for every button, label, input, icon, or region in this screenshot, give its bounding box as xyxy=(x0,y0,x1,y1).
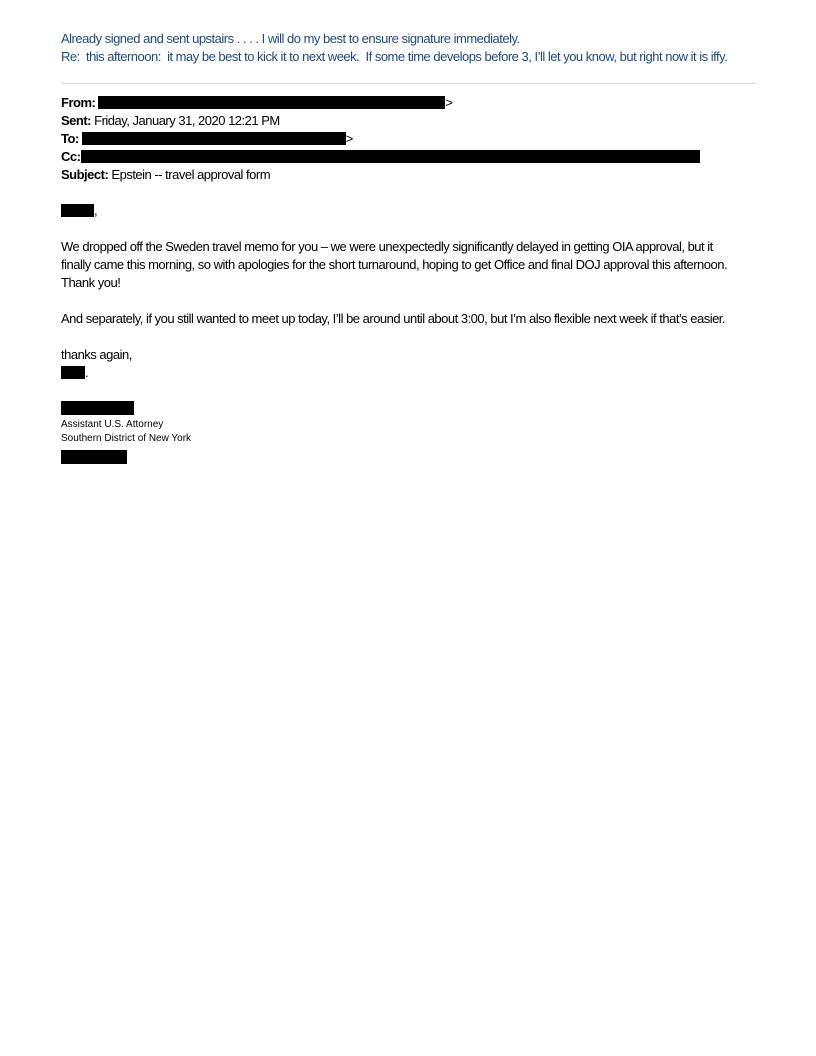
closing-line: thanks again, xyxy=(61,347,132,362)
subject-label: Subject: xyxy=(61,167,109,182)
header-sent-row xyxy=(61,112,745,130)
salutation-comma: , xyxy=(94,203,98,218)
reply-note-line-1: Already signed and sent upstairs . . . . I will do my best to ensure signature immediately. xyxy=(61,31,520,46)
header-from-row xyxy=(61,94,745,112)
to-angle-bracket: > xyxy=(345,131,353,146)
signature-name-redaction-bar xyxy=(61,401,134,415)
to-redaction-bar xyxy=(82,132,346,145)
closing-period: . xyxy=(85,365,89,380)
email-header-block xyxy=(61,94,745,184)
sent-label: Sent: xyxy=(61,113,91,128)
sent-value: Friday, January 31, 2020 12:21 PM xyxy=(94,113,280,128)
salutation-row xyxy=(61,202,745,220)
cc-label: Cc: xyxy=(61,149,81,164)
subject-value: Epstein -- travel approval form xyxy=(111,167,271,182)
signature-title: Assistant U.S. Attorney xyxy=(61,419,164,430)
cc-redaction-bar xyxy=(81,150,700,163)
reply-note-line-2: Re: this afternoon: it may be best to kick it to next week. If some time develops before 3, I’ll let you know, but right now it is iffy. xyxy=(61,49,728,64)
header-cc-row xyxy=(61,148,745,166)
header-divider xyxy=(61,83,756,84)
from-label: From: xyxy=(61,95,96,110)
body-paragraph-2: And separately, if you still wanted to meet up today, I’ll be around until about 3:00, but I’m also flexible next week if that’s easier. xyxy=(61,311,726,326)
signature-bottom-redaction-bar xyxy=(61,450,127,464)
header-to-row xyxy=(61,130,745,148)
from-angle-bracket: > xyxy=(445,95,453,110)
closing-redaction-bar xyxy=(61,366,85,379)
body-paragraph-1: We dropped off the Sweden travel memo for you – we were unexpectedly significantly delayed in getting OIA approval, but it finally came this morning, so with apologies for the short turnaround, hoping to get Office and final DOJ approval this afternoon. Thank you! xyxy=(61,239,734,290)
from-redaction-bar xyxy=(98,96,445,109)
email-content xyxy=(61,30,745,464)
closing-initial-row xyxy=(61,364,745,382)
reply-note xyxy=(61,30,745,66)
to-label: To: xyxy=(61,131,79,146)
header-subject-row xyxy=(61,166,745,184)
signature-block xyxy=(61,401,745,464)
salutation-redaction-bar xyxy=(61,204,94,217)
signature-office: Southern District of New York xyxy=(61,433,192,444)
